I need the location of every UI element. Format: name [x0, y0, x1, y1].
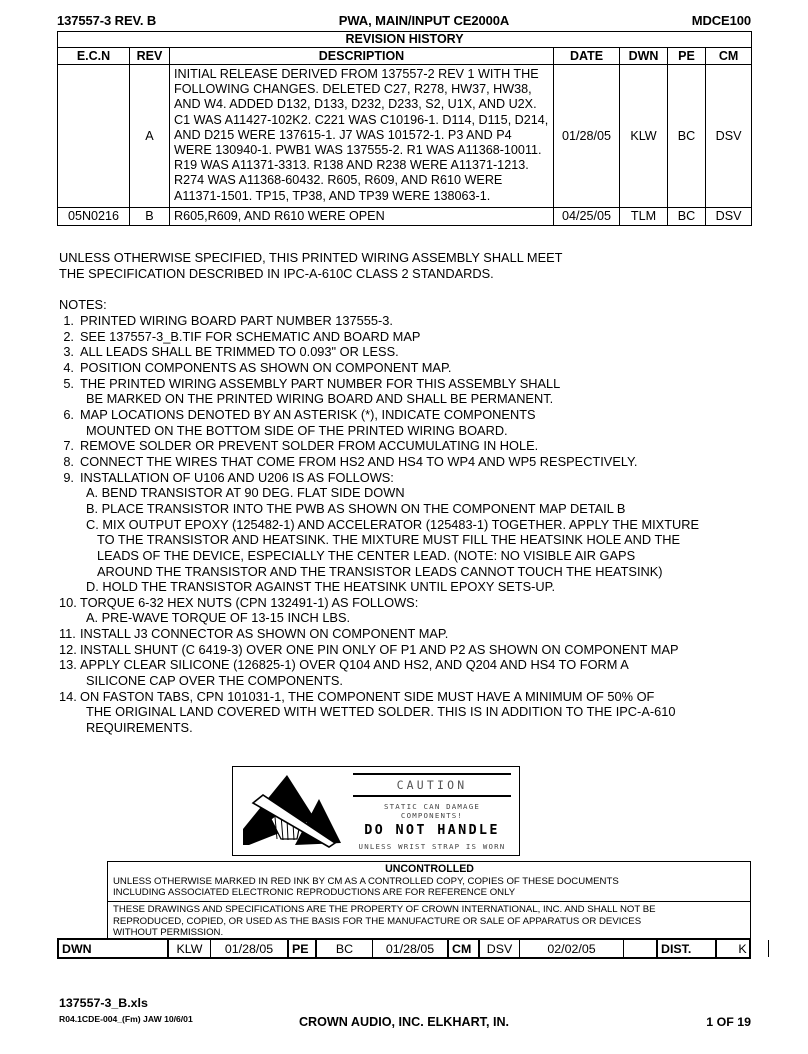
note-text: INSTALLATION OF U106 AND U206 IS AS FOLLOWS:	[80, 469, 394, 485]
col-header-ecn: E.C.N	[58, 48, 130, 65]
note-number: 14.	[59, 688, 77, 704]
note-number: 12.	[59, 641, 77, 657]
note-text: INSTALL SHUNT (C 6419-3) OVER ONE PIN ONLY OF P1 AND P2 AS SHOWN ON COMPONENT MAP	[80, 641, 679, 657]
cm-initials: DSV	[480, 940, 520, 957]
note-item	[59, 407, 769, 423]
note-item	[59, 595, 769, 611]
note-text-continuation: BE MARKED ON THE PRINTED WIRING BOARD AND SHALL BE PERMANENT.	[86, 391, 554, 407]
note-text-continuation: MOUNTED ON THE BOTTOM SIDE OF THE PRINTED WIRING BOARD.	[86, 422, 508, 438]
note-text-continuation: REQUIREMENTS.	[86, 720, 193, 736]
note-number: 3.	[63, 344, 74, 360]
esd-static-warning: STATIC CAN DAMAGE COMPONENTS!	[383, 802, 481, 820]
note-item	[59, 329, 769, 345]
note-subitem-continuation: AROUND THE TRANSISTOR AND THE TRANSISTOR LEADS CANNOT TOUCH THE HEATSINK)	[97, 563, 663, 579]
cell-description: R605,R609, AND R610 WERE OPEN	[170, 207, 554, 225]
note-number: 1.	[63, 313, 74, 328]
col-header-pe: PE	[668, 48, 706, 65]
note-text: INSTALL J3 CONNECTOR AS SHOWN ON COMPONENT MAP.	[80, 626, 449, 642]
note-text-continuation: THE ORIGINAL LAND COVERED WITH WETTED SOLDER. THIS IS IN ADDITION TO THE IPC-A-610	[86, 704, 676, 720]
note-subitem: C. MIX OUTPUT EPOXY (125482-1) AND ACCELERATOR (125483-1) TOGETHER. APPLY THE MIXTURE	[86, 516, 700, 532]
note-text: TORQUE 6-32 HEX NUTS (CPN 132491-1) AS FOLLOWS:	[80, 594, 419, 610]
note-number: 6.	[63, 406, 74, 422]
uncontrolled-p1-line1: UNLESS OTHERWISE MARKED IN RED INK BY CM AS A CONTROLLED COPY, COPIES OF THESE DOCUMENTS	[113, 875, 619, 887]
note-text: CONNECT THE WIRES THAT COME FROM HS2 AND HS4 TO WP4 AND WP5 RESPECTIVELY.	[80, 453, 638, 469]
notes-list	[59, 313, 769, 736]
note-item	[59, 344, 769, 360]
dwn-label: DWN	[59, 940, 169, 957]
col-header-description: DESCRIPTION	[170, 48, 554, 65]
proprietary-line2: REPRODUCED, COPIED, OR USED AS THE BASIS FOR THE MANUFACTURE OR SALE OF APPARATUS OR DEVICES	[113, 915, 642, 927]
note-text: POSITION COMPONENTS AS SHOWN ON COMPONENT MAP.	[80, 359, 452, 375]
header-doc-code: MDCE100	[691, 13, 751, 28]
cell-rev: B	[130, 207, 170, 225]
specification-statement	[59, 250, 759, 281]
uncontrolled-p1-line2: INCLUDING ASSOCIATED ELECTRONIC REPRODUCTIONS ARE FOR REFERENCE ONLY	[113, 886, 516, 898]
document-header	[57, 13, 751, 31]
dist-label: DIST.	[658, 940, 717, 957]
note-number: 7.	[63, 438, 74, 454]
note-subitem: A. PRE-WAVE TORQUE OF 13-15 INCH LBS.	[86, 610, 351, 626]
esd-rule-bottom	[353, 795, 511, 797]
esd-hand-symbol-icon	[233, 767, 351, 855]
esd-caution-word: CAUTION	[396, 778, 468, 792]
cell-ecn	[58, 65, 130, 208]
note-item	[59, 360, 769, 376]
revision-table-title-row	[58, 32, 752, 48]
notes-heading: NOTES:	[59, 297, 107, 312]
uncontrolled-title: UNCONTROLLED	[385, 863, 474, 875]
note-item	[59, 626, 769, 642]
note-subitem: A. BEND TRANSISTOR AT 90 DEG. FLAT SIDE DOWN	[86, 485, 405, 501]
pe-initials: BC	[317, 940, 373, 957]
pe-label: PE	[289, 940, 317, 957]
footer-filename: 137557-3_B.xls	[59, 996, 148, 1010]
note-item	[59, 313, 769, 329]
note-text: REMOVE SOLDER OR PREVENT SOLDER FROM ACCUMULATING IN HOLE.	[80, 438, 539, 454]
dwn-initials: KLW	[169, 940, 211, 957]
dist-value: K	[717, 940, 769, 957]
footer-company: CROWN AUDIO, INC. ELKHART, IN.	[298, 1015, 510, 1029]
note-text: PRINTED WIRING BOARD PART NUMBER 137555-3.	[80, 313, 393, 328]
cell-cm: DSV	[706, 65, 752, 208]
col-header-cm: CM	[706, 48, 752, 65]
cell-date: 01/28/05	[554, 65, 620, 208]
note-number: 10.	[59, 594, 77, 610]
proprietary-line1: THESE DRAWINGS AND SPECIFICATIONS ARE THE PROPERTY OF CROWN INTERNATIONAL, INC. AND SHALL NOT BE	[113, 904, 656, 916]
note-text-continuation: SILICONE CAP OVER THE COMPONENTS.	[86, 673, 343, 689]
note-subitem-continuation: TO THE TRANSISTOR AND HEATSINK. THE MIXTURE MUST FILL THE HEATSINK HOLE AND THE	[97, 532, 681, 548]
note-item	[59, 376, 769, 392]
cm-date: 02/02/05	[520, 940, 624, 957]
cell-ecn: 05N0216	[58, 207, 130, 225]
note-text: SEE 137557-3_B.TIF FOR SCHEMATIC AND BOARD MAP	[80, 328, 421, 344]
esd-rule-top	[353, 773, 511, 775]
cell-description: INITIAL RELEASE DERIVED FROM 137557-2 REV 1 WITH THE FOLLOWING CHANGES. DELETED C27, R278, HW37, HW38, AND W4. ADDED D132, D133, D232, D233, S2, U1X, AND U2X. C1 WAS A11427-102K2. C221 WAS C10196-1. D114, D115, D214, AND D215 WERE 137615-1. J7 WAS 101572-1. P3 AND P4 WERE 130940-1. PWB1 WAS 137555-2. R1 WAS A11368-10011. R19 WAS A11371-3313. R138 AND R238 WERE A11371-1213. R274 WAS A11368-60432. R605, R609, AND R610 WERE A11371-1501. TP15, TP38, AND TP39 WERE 138063-1.	[170, 65, 554, 208]
cell-pe: BC	[668, 65, 706, 208]
cell-date: 04/25/05	[554, 207, 620, 225]
note-item	[59, 454, 769, 470]
note-number: 8.	[63, 453, 74, 469]
col-header-date: DATE	[554, 48, 620, 65]
note-number: 4.	[63, 359, 74, 375]
dwn-date: 01/28/05	[211, 940, 289, 957]
cell-pe: BC	[668, 207, 706, 225]
note-item	[59, 470, 769, 486]
note-text: APPLY CLEAR SILICONE (126825-1) OVER Q104 AND HS2, AND Q204 AND HS4 TO FORM A	[80, 657, 629, 673]
proprietary-line3: WITHOUT PERMISSION.	[113, 927, 224, 939]
revision-table-title: REVISION HISTORY	[58, 32, 752, 48]
cell-dwn: KLW	[620, 65, 668, 208]
cm-label: CM	[449, 940, 480, 957]
table-row	[58, 65, 752, 208]
uncontrolled-section	[108, 862, 750, 902]
revision-history-table	[57, 31, 752, 226]
proprietary-notice-section	[108, 902, 750, 941]
esd-do-not-handle: DO NOT HANDLE	[364, 822, 500, 838]
col-header-dwn: DWN	[620, 48, 668, 65]
blank-cell	[624, 940, 658, 957]
spec-line-1: UNLESS OTHERWISE SPECIFIED, THIS PRINTED WIRING ASSEMBLY SHALL MEET	[59, 250, 563, 265]
cell-cm: DSV	[706, 207, 752, 225]
note-item	[59, 657, 769, 673]
note-text: MAP LOCATIONS DENOTED BY AN ASTERISK (*), INDICATE COMPONENTS	[80, 406, 536, 422]
spec-line-2: THE SPECIFICATION DESCRIBED IN IPC-A-610C CLASS 2 STANDARDS.	[59, 265, 494, 281]
esd-text-block	[351, 767, 519, 855]
note-number: 13.	[59, 657, 77, 673]
note-item	[59, 689, 769, 705]
note-number: 2.	[63, 328, 74, 344]
header-title: PWA, MAIN/INPUT CE2000A	[338, 13, 510, 28]
note-item	[59, 438, 769, 454]
uncontrolled-notice-box	[107, 861, 751, 943]
note-subitem: B. PLACE TRANSISTOR INTO THE PWB AS SHOWN ON THE COMPONENT MAP DETAIL B	[86, 500, 626, 516]
note-text: THE PRINTED WIRING ASSEMBLY PART NUMBER FOR THIS ASSEMBLY SHALL	[80, 375, 561, 391]
cell-dwn: TLM	[620, 207, 668, 225]
note-number: 5.	[63, 375, 74, 391]
table-row	[58, 207, 752, 225]
dist-extra-1	[769, 940, 808, 957]
pe-date: 01/28/05	[373, 940, 449, 957]
col-header-rev: REV	[130, 48, 170, 65]
esd-wrist-strap-note: UNLESS WRIST STRAP IS WORN	[358, 842, 506, 851]
note-subitem: D. HOLD THE TRANSISTOR AGAINST THE HEATSINK UNTIL EPOXY SETS-UP.	[86, 579, 556, 595]
note-number: 11.	[59, 626, 76, 642]
footer-page-number: 1 OF 19	[706, 1015, 751, 1029]
esd-caution-label	[232, 766, 520, 856]
header-part-number: 137557-3 REV. B	[57, 13, 157, 28]
revision-table-header-row	[58, 48, 752, 65]
footer-form-code: R04.1CDE-004_(Fm) JAW 10/6/01	[59, 1014, 193, 1024]
note-text: ON FASTON TABS, CPN 101031-1, THE COMPONENT SIDE MUST HAVE A MINIMUM OF 50% OF	[80, 688, 655, 704]
cell-rev: A	[130, 65, 170, 208]
note-subitem-continuation: LEADS OF THE DEVICE, ESPECIALLY THE CENTER LEAD. (NOTE: NO VISIBLE AIR GAPS	[97, 547, 636, 563]
note-item	[59, 642, 769, 658]
note-number: 9.	[63, 469, 74, 485]
approval-signature-bar	[57, 938, 751, 959]
note-text: ALL LEADS SHALL BE TRIMMED TO 0.093" OR LESS.	[80, 344, 399, 360]
